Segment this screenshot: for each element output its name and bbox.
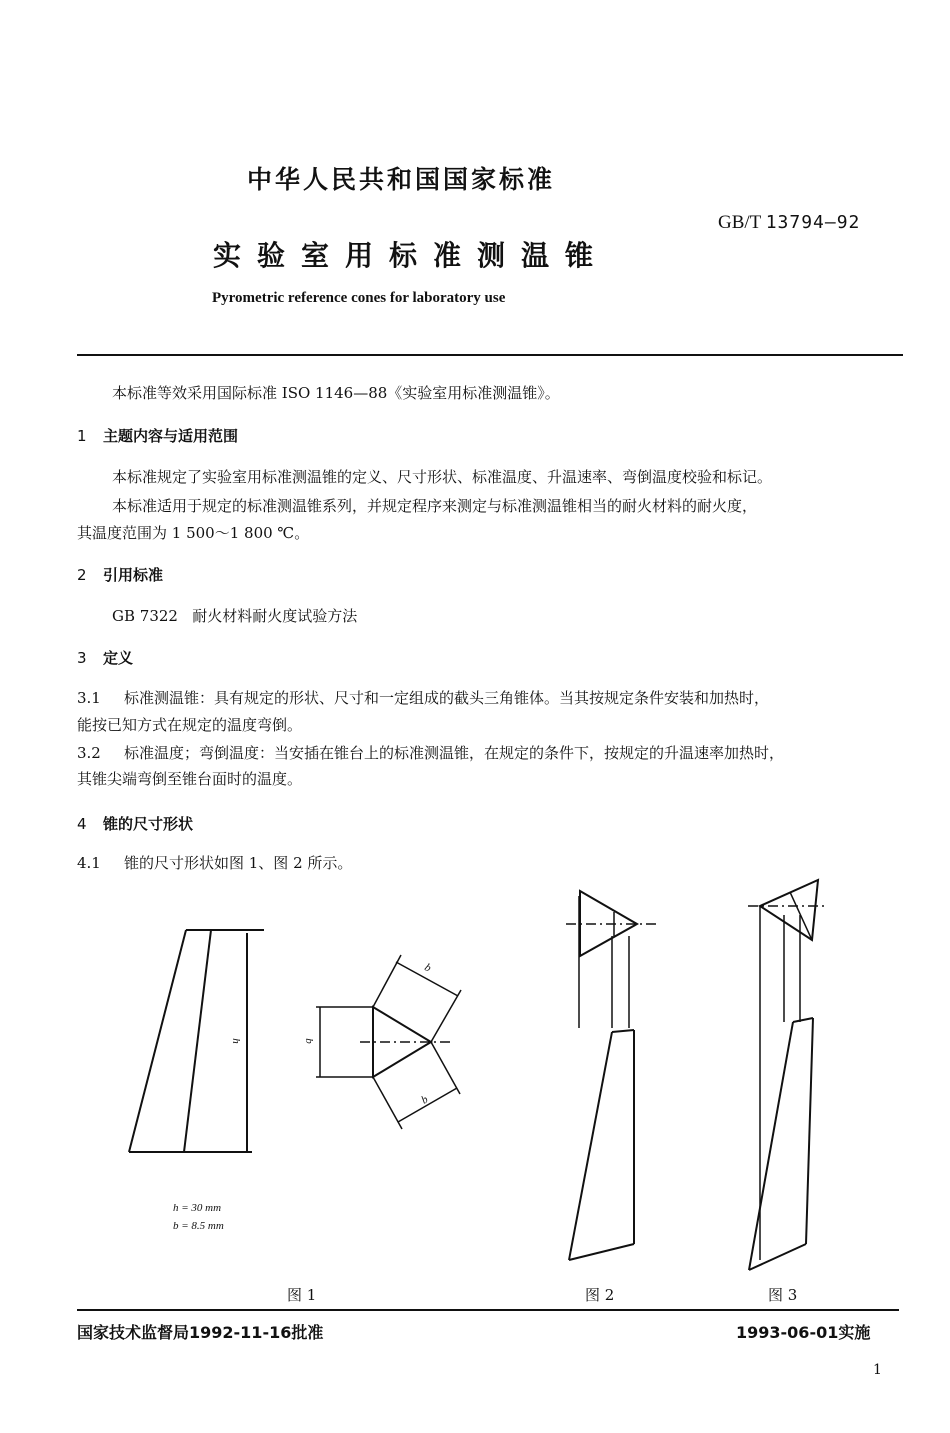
section-3-number: 3 [77,649,87,667]
dimension-b-label-top: b [422,961,434,975]
figure-1-side-view [129,930,264,1152]
section-1-title: 主题内容与适用范围 [103,427,239,445]
dimension-b-label-left: b [302,1038,315,1044]
section-1-para-2b: 其温度范围为 1 500～1 800 ℃。 [77,524,310,542]
definition-3-2-text: 标准温度；弯倒温度：当安插在锥台上的标准测温锥，在规定的条件下，按规定的升温速率加热时， [124,744,785,762]
standard-code-prefix: GB/T [718,212,761,233]
figure-1-base-view [316,955,461,1129]
clause-4-1-text: 锥的尺寸形状如图 1、图 2 所示。 [124,854,353,872]
approval-date: 国家技术监督局1992-11-16批准 [77,1323,324,1342]
note-h-value: h = 30 mm [173,1202,222,1214]
definition-3-2-number: 3.2 [77,744,101,762]
section-1-para-2a: 本标准适用于规定的标准测温锥系列，并规定程序来测定与标准测温锥相当的耐火材料的耐火度， [112,497,758,515]
clause-4-1-number: 4.1 [77,854,101,872]
section-1-number: 1 [77,427,87,445]
section-2-title: 引用标准 [103,566,164,584]
ref-title: 耐火材料耐火度试验方法 [192,607,358,625]
section-4-title: 锥的尺寸形状 [103,815,194,833]
figure-1-caption: 图 1 [287,1286,317,1304]
footer-rule [77,1309,899,1311]
page-number: 1 [873,1362,882,1378]
issuing-body: 中华人民共和国国家标准 [247,165,556,194]
dimension-h-label: h [229,1038,242,1044]
definition-3-1-cont: 能按已知方式在规定的温度弯倒。 [77,716,303,734]
section-1-para-1: 本标准规定了实验室用标准测温锥的定义、尺寸形状、标准温度、升温速率、弯倒温度校验和标记。 [112,468,773,486]
figure-3-caption: 图 3 [768,1286,798,1304]
section-2-number: 2 [77,566,87,584]
intro-paragraph: 本标准等效采用国际标准 ISO 1146—88《实验室用标准测温锥》。 [112,384,560,402]
section-3-title: 定义 [103,649,134,667]
figure-2-drawing [566,891,656,1260]
title-english: Pyrometric reference cones for laboratory use [212,290,506,306]
definition-3-1-number: 3.1 [77,689,101,707]
note-b-value: b = 8.5 mm [173,1220,224,1232]
dimension-b-label-bottom: b [419,1093,431,1107]
section-4-number: 4 [77,815,87,833]
title-chinese: 实验室用标准测温锥 [213,239,610,272]
figure-2-caption: 图 2 [585,1286,615,1304]
definition-3-1-text: 标准测温锥：具有规定的形状、尺寸和一定组成的截头三角锥体。当其按规定条件安装和加热时， [124,689,770,707]
standard-code-number: 13794—92 [765,212,861,233]
effective-date: 1993-06-01实施 [736,1323,871,1342]
figure-3-drawing [748,880,828,1270]
ref-code: GB 7322 [112,607,178,625]
definition-3-2-cont: 其锥尖端弯倒至锥台面时的温度。 [77,770,303,788]
